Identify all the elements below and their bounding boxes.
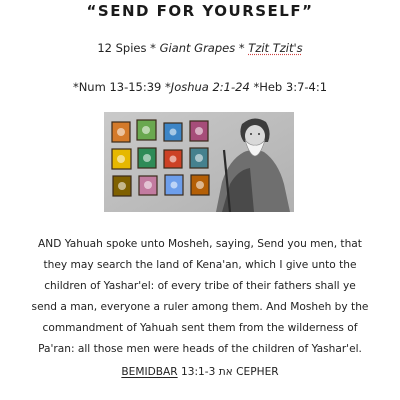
citation-book: BEMIDBAR <box>121 366 178 378</box>
citation-chapter-verse: 13:1-3 <box>177 366 219 378</box>
verse-line: children of Yashar'el: of every tribe of their fathers shall ye <box>44 280 356 292</box>
citation-source: CEPHER <box>232 366 279 378</box>
illustration-image <box>104 112 294 212</box>
verse-line: AND Yahuah spoke unto Mosheh, saying, Send you men, that <box>38 238 362 250</box>
citation-hebrew: את <box>218 366 233 378</box>
page-title: “SEND FOR YOURSELF” <box>86 2 314 20</box>
topics-line <box>0 41 400 55</box>
topic-tzit-tzit: Tzit Tzit's <box>248 41 303 55</box>
verse-citation <box>0 366 400 378</box>
verse-passage <box>14 234 386 360</box>
topic-separator: * <box>146 41 160 55</box>
reference-hebrews: *Heb 3:7-4:1 <box>249 80 328 94</box>
topic-grapes: Giant Grapes <box>159 41 236 55</box>
verse-line: send a man, everyone a ruler among them. And Mosheh by the <box>31 301 369 313</box>
reference-joshua: Joshua 2:1-24 <box>170 80 250 94</box>
verse-line: they may search the land of Kena'an, which I give unto the <box>43 259 357 271</box>
scripture-references <box>0 80 400 94</box>
reference-numbers: *Num 13-15:39 * <box>72 80 171 94</box>
topic-separator: * <box>235 41 249 55</box>
verse-line: commandment of Yahuah sent them from the wilderness of <box>42 322 358 334</box>
verse-line: Pa'ran: all those men were heads of the children of Yashar'el. <box>38 343 362 355</box>
topic-spies: 12 Spies <box>97 41 147 55</box>
